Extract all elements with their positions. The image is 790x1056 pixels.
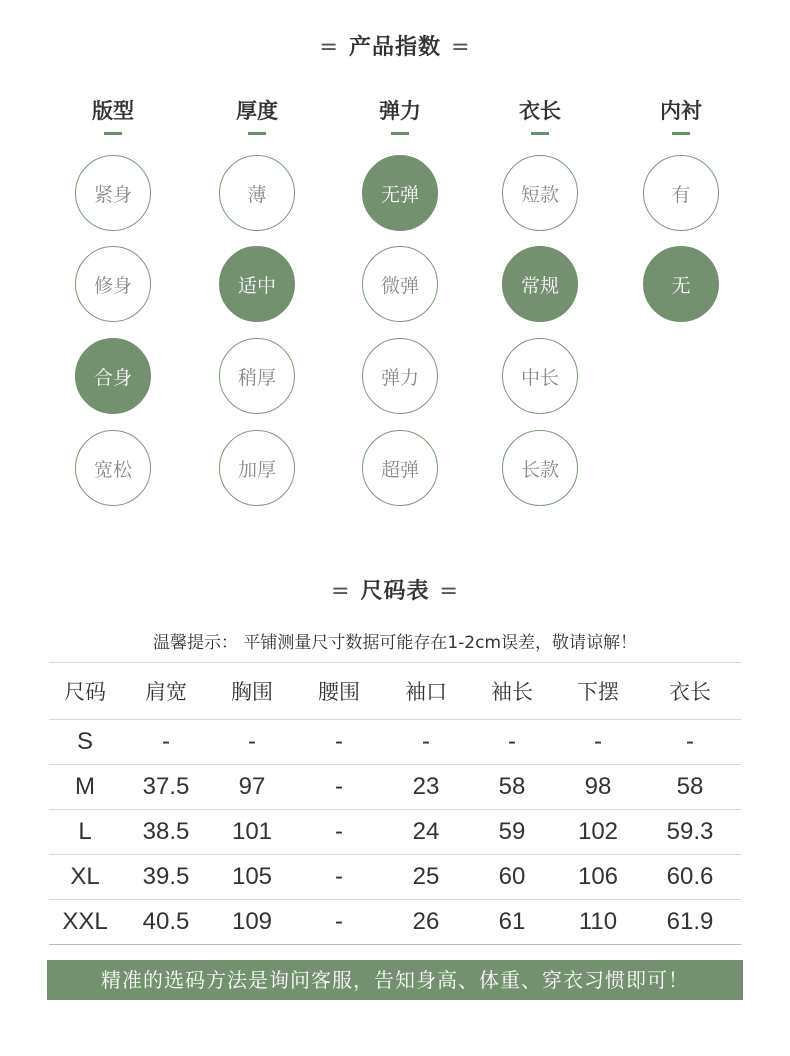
measurement-cell: - xyxy=(385,720,467,765)
size-label: M xyxy=(49,765,121,810)
size-chart-title xyxy=(0,574,790,605)
measurement-cell: 109 xyxy=(211,900,293,945)
attribute-option-selected: 合身 xyxy=(75,338,151,414)
measurement-cell: - xyxy=(639,720,741,765)
size-label: L xyxy=(49,810,121,855)
attribute-option-selected: 无弹 xyxy=(362,155,438,231)
attribute-option: 宽松 xyxy=(75,430,151,506)
measurement-cell: 37.5 xyxy=(121,765,211,810)
measurement-cell: 58 xyxy=(639,765,741,810)
attribute-column xyxy=(217,96,297,135)
measurement-cell: 39.5 xyxy=(121,855,211,900)
size-label: S xyxy=(49,720,121,765)
measurement-cell: 102 xyxy=(557,810,639,855)
attribute-option: 短款 xyxy=(502,155,578,231)
attribute-option: 稍厚 xyxy=(219,338,295,414)
size-label: XXL xyxy=(49,900,121,945)
size-chart-title-text: 尺码表 xyxy=(360,579,430,604)
measurement-cell: 61 xyxy=(467,900,557,945)
column-header: 胸围 xyxy=(211,663,293,720)
attribute-name: 弹力 xyxy=(379,99,421,123)
measurement-cell: 59 xyxy=(467,810,557,855)
measurement-cell: 97 xyxy=(211,765,293,810)
measurement-cell: - xyxy=(557,720,639,765)
attribute-option: 超弹 xyxy=(362,430,438,506)
sizing-tip-banner: 精准的选码方法是询问客服，告知身高、体重、穿衣习惯即可！ xyxy=(47,960,743,1000)
product-index-title xyxy=(0,30,790,61)
title-deco-right: = xyxy=(439,579,459,604)
measurement-cell: 60.6 xyxy=(639,855,741,900)
product-index-title-text: 产品指数 xyxy=(348,35,441,60)
size-label: XL xyxy=(49,855,121,900)
attribute-column xyxy=(360,96,440,135)
column-header: 尺码 xyxy=(49,663,121,720)
table-header-row xyxy=(49,663,741,720)
attribute-option: 修身 xyxy=(75,246,151,322)
attribute-option: 有 xyxy=(643,155,719,231)
attribute-underline xyxy=(672,132,690,135)
measurement-cell: 101 xyxy=(211,810,293,855)
measurement-cell: - xyxy=(293,810,385,855)
column-header: 衣长 xyxy=(639,663,741,720)
measurement-cell: 61.9 xyxy=(639,900,741,945)
measurement-cell: 60 xyxy=(467,855,557,900)
title-deco-right: = xyxy=(451,35,471,60)
measurement-cell: - xyxy=(467,720,557,765)
measurement-cell: - xyxy=(211,720,293,765)
table-row xyxy=(49,720,741,765)
attribute-option: 中长 xyxy=(502,338,578,414)
measurement-cell: 25 xyxy=(385,855,467,900)
attribute-underline xyxy=(248,132,266,135)
table-row xyxy=(49,765,741,810)
attribute-name: 衣长 xyxy=(519,99,561,123)
measurement-cell: 23 xyxy=(385,765,467,810)
column-header: 袖长 xyxy=(467,663,557,720)
measurement-cell: 40.5 xyxy=(121,900,211,945)
table-row xyxy=(49,810,741,855)
measurement-cell: 106 xyxy=(557,855,639,900)
measurement-cell: - xyxy=(293,900,385,945)
attribute-underline xyxy=(531,132,549,135)
attribute-option: 薄 xyxy=(219,155,295,231)
column-header: 下摆 xyxy=(557,663,639,720)
measurement-cell: 24 xyxy=(385,810,467,855)
measurement-notice: 温馨提示： 平铺测量尺寸数据可能存在1-2cm误差，敬请谅解！ xyxy=(152,633,638,653)
measurement-cell: 58 xyxy=(467,765,557,810)
measurement-cell: 59.3 xyxy=(639,810,741,855)
attribute-option: 紧身 xyxy=(75,155,151,231)
attribute-name: 版型 xyxy=(92,99,134,123)
measurement-cell: 26 xyxy=(385,900,467,945)
attribute-option: 长款 xyxy=(502,430,578,506)
measurement-cell: - xyxy=(293,765,385,810)
attribute-column xyxy=(641,96,721,135)
attribute-option-selected: 无 xyxy=(643,246,719,322)
attribute-option: 加厚 xyxy=(219,430,295,506)
table-row xyxy=(49,855,741,900)
title-deco-left: = xyxy=(331,579,351,604)
attribute-column xyxy=(500,96,580,135)
size-table xyxy=(49,662,741,945)
measurement-cell: - xyxy=(293,720,385,765)
attribute-name: 厚度 xyxy=(236,99,278,123)
attribute-column xyxy=(73,96,153,135)
measurement-cell: - xyxy=(121,720,211,765)
table-row xyxy=(49,900,741,945)
attribute-option: 弹力 xyxy=(362,338,438,414)
attribute-underline xyxy=(104,132,122,135)
attribute-option-selected: 适中 xyxy=(219,246,295,322)
measurement-cell: 98 xyxy=(557,765,639,810)
attribute-name: 内衬 xyxy=(660,99,702,123)
measurement-cell: 38.5 xyxy=(121,810,211,855)
measurement-cell: 110 xyxy=(557,900,639,945)
attribute-option-selected: 常规 xyxy=(502,246,578,322)
attribute-underline xyxy=(391,132,409,135)
column-header: 肩宽 xyxy=(121,663,211,720)
column-header: 袖口 xyxy=(385,663,467,720)
title-deco-left: = xyxy=(319,35,339,60)
attribute-option: 微弹 xyxy=(362,246,438,322)
column-header: 腰围 xyxy=(293,663,385,720)
measurement-cell: 105 xyxy=(211,855,293,900)
measurement-cell: - xyxy=(293,855,385,900)
